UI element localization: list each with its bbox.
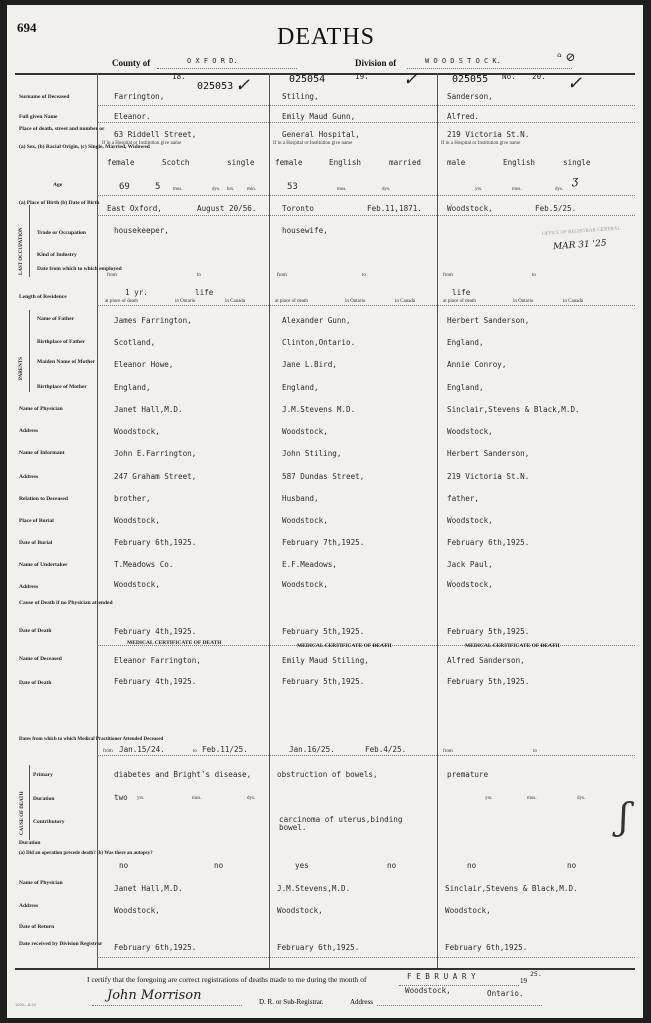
place-of-death: 63 Riddell Street, [114,130,197,139]
certify-month: F E B R U A R Y [407,972,476,981]
to-label: to [197,273,201,278]
from-label: from [107,273,117,278]
undertaker-address: Woodstock, [282,580,328,589]
occupation: housekeeper, [114,226,169,235]
attended-to: Feb.4/25. [365,745,407,754]
medical-certificate-heading: MEDICAL CERTIFICATE OF DEATH [465,643,560,649]
physician-address: Woodstock, [282,427,328,436]
birthplace: East Oxford, [107,204,162,213]
father-birthplace: Scotland, [114,338,156,347]
medical-certificate-heading: MEDICAL CERTIFICATE OF DEATH [127,640,222,646]
division-label: Division of [355,58,397,68]
informant: John Stiling, [282,449,342,458]
at-place-label: at place of death [443,299,476,304]
side-label-parents: PARENTS [19,357,24,380]
mos-label: mos. [527,796,537,801]
attended-to-label: to [193,749,197,754]
label-informant: Name of Informant [19,450,65,456]
birthdate: August 20/56. [197,204,257,213]
primary-duration: two [114,793,128,802]
yrs-label: yrs. [137,796,145,801]
side-label-cause: CAUSE OF DEATH [20,791,25,835]
death-date: February 4th,1925. [114,627,197,636]
burial-place: Woodstock, [114,516,160,525]
attended-to-label: to [533,749,537,754]
check-mark-icon: ✓ [403,69,419,90]
birthdate: Feb.5/25. [535,204,577,213]
side-label-occupation: LAST OCCUPATION [19,227,24,275]
mos-label: mos. [337,187,347,192]
father-birthplace: Clinton,Ontario. [282,338,356,347]
label-surname: Surname of Deceased [19,94,70,100]
in-ontario-label: in Ontario [175,299,196,304]
residence-ontario: life [195,288,214,297]
registrar-label: D. R. or Sub-Registrar. [259,998,324,1006]
in-ontario-label: in Ontario [513,299,534,304]
birthdate: Feb.11,1871. [367,204,422,213]
label-birth: (a) Place of Birth (b) Date of Birth [19,200,100,206]
from-label: from [443,273,453,278]
to-label: to [362,273,366,278]
label-place-of-death: Place of death, street and number or [19,126,105,132]
certificate-name: Eleanor Farrington, [114,656,201,665]
entry-no: 18. [172,72,186,81]
residence-years: life [452,288,471,297]
label-father-name: Name of Father [37,316,74,322]
primary-cause: premature [447,770,489,779]
hospital-note: If in a Hospital or Institution give name [273,141,353,146]
in-ontario-label: in Ontario [345,299,366,304]
burial-place: Woodstock, [282,516,328,525]
hospital-note: If in a Hospital or Institution give name [441,141,521,146]
at-place-label: at place of death [275,299,308,304]
label-relation: Relation to Deceased [19,496,68,502]
label-cause-no-physician: Cause of Death if no Physician attended [19,600,113,606]
place-of-death: 219 Victoria St.N. [447,130,530,139]
registration-number: 025055 [452,74,489,85]
min-label: min. [247,187,257,192]
entry-no: 19. [355,72,369,81]
mother-birthplace: England, [447,383,484,392]
racial-origin: English [503,158,536,167]
marital-status: married [389,158,422,167]
medical-certificate-heading: MEDICAL CERTIFICATE OF DEATH [297,643,392,649]
relation: brother, [114,494,151,503]
sex: female [275,158,303,167]
undertaker: Jack Paul, [447,560,493,569]
label-cert-address: Address [19,903,39,909]
attended-from: Jan.15/24. [119,745,165,754]
footer-address-province: Ontario. [487,989,524,998]
certifying-physician-address: Woodstock, [277,906,323,915]
certifying-physician-address: Woodstock, [114,906,160,915]
burial-place: Woodstock, [447,516,493,525]
undertaker-address: Woodstock, [114,580,160,589]
undertaker: T.Meadows Co. [114,560,174,569]
primary-cause: diabetes and Bright's disease, [114,770,252,779]
label-burial-date: Date of Burial [19,540,53,546]
label-registered: Date received by Division Registrar [19,941,103,947]
mos-label: mos. [173,187,183,192]
relation: Husband, [282,494,319,503]
dys-label: dys. [555,187,564,192]
birthplace: Toronto [282,204,315,213]
check-mark-icon: ✓ [567,73,583,94]
yrs-label: yrs. [475,187,483,192]
label-duration: Duration [33,796,55,802]
mother-name: Jane L.Bird, [282,360,337,369]
primary-cause: obstruction of bowels, [277,770,378,779]
dys-label: dys. [247,796,256,801]
certificate-name: Emily Maud Stiling, [282,656,369,665]
registrar-signature: John Morrison [107,988,202,1003]
label-duration-2: Duration [19,840,41,846]
label-phys-address: Address [19,428,39,434]
death-register-sheet: 694 DEATHS County of O X F O R D. Division of W O O D S T O C K. ᵃ ⊘ Surname of Deceased Full given Name Place of death, street and number or (a) Sex, (b) Racial Origin, (c) Single, Married, Widowed Age (a) Place of Birth (b) Date of Birth Trade or Occupation Kind of Industry Date from which to which employed Length of Residence Name of Father Birthplace of Father Maiden Name of Mother Birthplace of Mother Name of Physician Address Name of Informant Address Relation to Deceased Place of Burial Date of Burial Name of Undertaker Address Cause of Death if no Physician attended Date of Death Name of Deceased Date of Death Dates from which to which Medical Practitioner Attended Deceased Primary Duration Contributory Duration (a) Did an operation precede death? (b) Was there an autopsy? Name of Physician Address Date of Return Date received by Division Registrar LAST OCCUPATION PARENTS CAUSE OF DEATH 18. 025053 ✓ Farrington, Eleanor. 63 Riddell Street, If in a Hospital or Institution give name female Scotch single 69 5 mos. dys. hrs. min. East Oxford, August 20/56. housekeeper, from to 1 yr. life at place of death in Ontario in Canada James Farrington, Scotland, Eleanor Howe, England, Janet Hall,M.D. Woodstock, John E.Farrington, 247 Graham Street, brother, Woodstock, February 6th,1925. T.Meadows Co. Woodstock, February 4th,1925. MEDICAL CERTIFICATE OF DEATH Eleanor Farrington, February 4th,1925. from Jan.15/24. to Feb.11/25. diabetes and Bright's disease, two yrs. mos. dys. no no Janet Hall,M.D. Woodstock, February 6th,1925. 19. 025054 ✓ Stiling, Emily Maud Gunn, General Hospital, If in a Hospital or Institution give name female English married 53 mos. dys. Toronto Feb.11,1871. housewife, from to at place of death in Ontario in Canada Alexander Gunn, Clinton,Ontario. Jane L.Bird, England, J.M.Stevens M.D. Woodstock, John Stiling, 587 Dundas Street, Husband, Woodstock, February 7th,1925. E.F.Meadows, Woodstock, February 5th,1925. MEDICAL CERTIFICATE OF DEATH Emily Maud Stiling, February 5th,1925. Jan.16/25. Feb.4/25. obstruction of bowels, carcinoma of uterus,binding bowel. yes no J.M.Stevens,M.D. Woodstock, February 6th,1925. No. 20. 025055 ✓ Sanderson, Alfred. 219 Victoria St.N. If in a Hospital or Institution give name male English single yrs. mos. dys. ʒ Woodstock, Feb.5/25. from to life at place of death in Ontario in Canada Herbert Sanderson, England, Annie Conroy, England, Sinclair,Stevens & Black,M.D. Woodstock, Herbert Sanderson, 219 Victoria St.N. father, Woodstock, February 6th,1925. Jack Paul, Woodstock, February 5th,1925. MEDICAL CERTIFICATE OF DEATH Alfred Sanderson, February 5th,1925. from to premature yrs. mos. dys. no no Sinclair,Stevens & Black,M.D. Woodstock, February 6th,1925. OFFICE OF REGISTRAR GENERAL MAR 31 '25 ʃ I certify that the foregoing are correct registrations of deaths made to me during the month of F E B R U A R Y 19 25. John Morrison D. R. or Sub-Registrar. Address Woodstock, Ontario. 1200—8-24 [7,5,643,1018]
certify-statement: I certify that the foregoing are correct registrations of deaths made to me during the month of [87,975,367,984]
certify-year: 25. [530,970,542,978]
label-mother-name: Maiden Name of Mother [37,359,96,365]
racial-origin: Scotch [162,158,190,167]
label-father-birth: Birthplace of Father [37,339,85,345]
mother-birthplace: England, [282,383,319,392]
occupation: housewife, [282,226,328,235]
marital-status: single [227,158,255,167]
label-sex-origin: (a) Sex, (b) Racial Origin, (c) Single, Married, Widowed [19,144,150,150]
burial-date: February 7th,1925. [282,538,365,547]
registered-date: February 6th,1925. [445,943,528,952]
age-years: 53 [287,182,298,192]
label-death-date: Date of Death [19,628,52,634]
father-name: Herbert Sanderson, [447,316,530,325]
dys-label: dys. [212,187,221,192]
registration-number: 025054 [289,74,326,85]
certify-year-prefix: 19 [520,977,527,985]
physician: Sinclair,Stevens & Black,M.D. [447,405,580,414]
mos-label: mos. [512,187,522,192]
label-industry: Kind of Industry [37,252,77,258]
division-value: W O O D S T O C K. [425,57,501,65]
label-cert-death-date: Date of Death [19,680,52,686]
label-primary: Primary [33,772,53,778]
given-name: Eleanor. [114,112,151,121]
hrs-label: hrs. [227,187,235,192]
given-name: Emily Maud Gunn, [282,112,356,121]
dys-label: dys. [382,187,391,192]
label-residence: Length of Residence [19,294,67,300]
certifying-physician: Janet Hall,M.D. [114,884,183,893]
label-fullname: Full given Name [19,114,58,120]
autopsy: no [567,861,577,870]
undertaker-address: Woodstock, [447,580,493,589]
father-birthplace: England, [447,338,484,347]
surname: Farrington, [114,92,165,101]
residence-years: 1 yr. [125,288,148,297]
entry-no-label: No. [502,72,516,81]
address-label: Address [350,998,373,1006]
label-undertaker: Name of Undertaker [19,562,68,568]
from-label: from [277,273,287,278]
informant-address: 247 Graham Street, [114,472,197,481]
entry-no: 20. [532,72,546,81]
attended-from-label: from [443,749,453,754]
label-trade: Trade or Occupation [37,230,86,236]
informant: John E.Farrington, [114,449,197,458]
birthplace: Woodstock, [447,204,493,213]
label-cert-physician: Name of Physician [19,880,63,886]
burial-date: February 6th,1925. [447,538,530,547]
form-code: 1200—8-24 [15,1002,36,1007]
county-label: County of [112,58,151,68]
mother-name: Annie Conroy, [447,360,507,369]
corner-mark-icon: ᵃ ⊘ [557,50,576,64]
place-of-death: General Hospital, [282,130,360,139]
label-physician: Name of Physician [19,406,63,412]
informant-address: 219 Victoria St.N. [447,472,530,481]
label-burial-place: Place of Burial [19,518,54,524]
mother-name: Eleanor Howe, [114,360,174,369]
age-handwritten-mark: ʒ [572,174,579,187]
footer-address-city: Woodstock, [405,986,451,995]
certificate-death-date: February 4th,1925. [114,677,197,686]
mos-label: mos. [192,796,202,801]
operation: yes [295,861,309,870]
check-mark-icon: ✓ [235,75,251,96]
surname: Sanderson, [447,92,493,101]
physician: J.M.Stevens M.D. [282,405,356,414]
informant: Herbert Sanderson, [447,449,530,458]
yrs-label: yrs. [485,796,493,801]
mother-birthplace: England, [114,383,151,392]
label-return-date: Date of Return [19,924,55,930]
informant-address: 587 Dundas Street, [282,472,365,481]
certificate-name: Alfred Sanderson, [447,656,525,665]
death-date: February 5th,1925. [282,627,365,636]
sex: male [447,158,466,167]
at-place-label: at place of death [105,299,138,304]
contributory-cause: carcinoma of uterus,binding bowel. [279,815,403,832]
label-und-address: Address [19,584,39,590]
physician-address: Woodstock, [114,427,160,436]
in-canada-label: in Canada [395,299,416,304]
page-title: DEATHS [277,24,376,50]
marital-status: single [563,158,591,167]
attended-to: Feb.11/25. [202,745,248,754]
label-employed: Date from which to which employed [37,266,122,272]
label-contributory: Contributory [33,819,65,825]
physician-address: Woodstock, [447,427,493,436]
registration-number: 025053 [197,81,234,92]
in-canada-label: in Canada [225,299,246,304]
death-date: February 5th,1925. [447,627,530,636]
relation: father, [447,494,480,503]
father-name: James Farrington, [114,316,192,325]
operation: no [119,861,129,870]
county-value: O X F O R D. [187,57,238,65]
page-number: 694 [17,20,37,35]
age-years: 69 [119,182,130,192]
in-canada-label: in Canada [563,299,584,304]
certifying-physician-address: Woodstock, [445,906,491,915]
certificate-death-date: February 5th,1925. [447,677,530,686]
label-mother-birth: Birthplace of Mother [37,384,87,390]
certifying-physician: Sinclair,Stevens & Black,M.D. [445,884,578,893]
surname: Stiling, [282,92,319,101]
label-inf-address: Address [19,474,39,480]
age-months: 5 [155,182,161,192]
sex: female [107,158,135,167]
certificate-death-date: February 5th,1925. [282,677,365,686]
autopsy: no [214,861,224,870]
margin-scribble-icon: ʃ [619,797,629,838]
registered-date: February 6th,1925. [277,943,360,952]
operation: no [467,861,477,870]
physician: Janet Hall,M.D. [114,405,183,414]
burial-date: February 6th,1925. [114,538,197,547]
given-name: Alfred. [447,112,480,121]
to-label: to [532,273,536,278]
undertaker: E.F.Meadows, [282,560,337,569]
certifying-physician: J.M.Stevens,M.D. [277,884,351,893]
racial-origin: English [329,158,362,167]
label-age: Age [53,182,63,188]
autopsy: no [387,861,397,870]
label-attended: Dates from which to which Medical Practitioner Attended Deceased [19,737,164,742]
dys-label: dys. [577,796,586,801]
label-operation: (a) Did an operation precede death? (b) Was there an autopsy? [19,851,153,856]
registered-date: February 6th,1925. [114,943,197,952]
hospital-note: If in a Hospital or Institution give name [102,141,182,146]
attended-from-label: from [103,749,113,754]
label-deceased-name: Name of Deceased [19,656,62,662]
attended-from: Jan.16/25. [289,745,335,754]
father-name: Alexander Gunn, [282,316,351,325]
